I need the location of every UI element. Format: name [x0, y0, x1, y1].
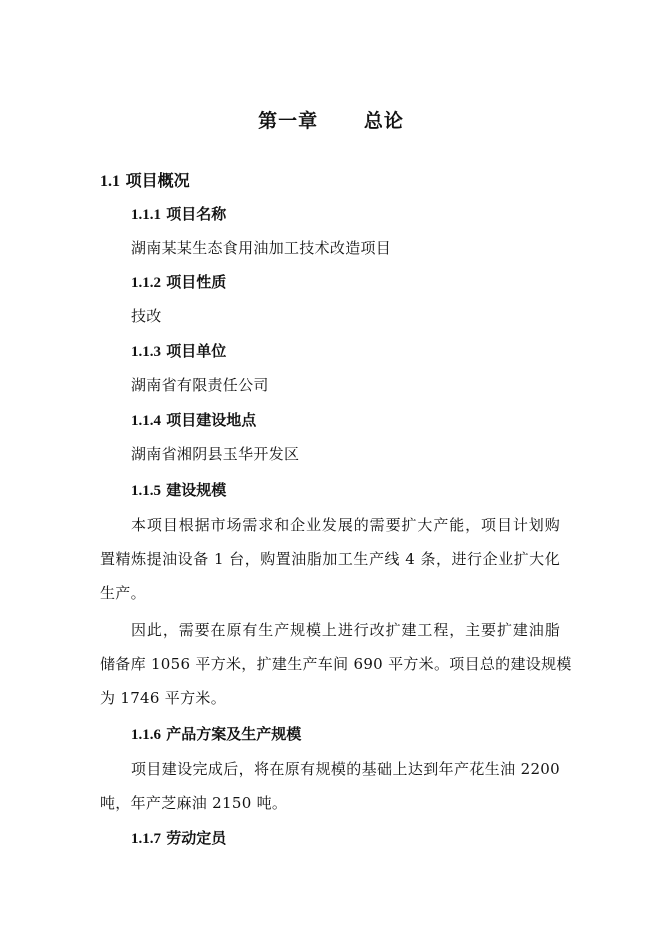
paragraph-line: 因此，需要在原有生产规模上进行改扩建工程，主要扩建油脂 [131, 621, 560, 639]
subsection-title: 项目名称 [166, 205, 227, 223]
project-nature-value: 技改 [131, 307, 162, 325]
subsection-number: 1.1.4 [131, 413, 161, 429]
subsection-heading-1-1-5 [131, 479, 226, 500]
subsection-title: 产品方案及生产规模 [166, 725, 302, 743]
paragraph-line: 为 1746 平方米。 [100, 689, 227, 707]
project-name-value: 湖南某某生态食用油加工技术改造项目 [131, 239, 392, 257]
subsection-title: 项目单位 [166, 342, 227, 360]
subsection-title: 项目建设地点 [166, 411, 257, 429]
subsection-heading-1-1-3 [131, 340, 226, 361]
paragraph-line: 置精炼提油设备 1 台，购置油脂加工生产线 4 条，进行企业扩大化 [100, 550, 560, 568]
subsection-number: 1.1.3 [131, 344, 161, 360]
project-unit-value: 湖南省有限责任公司 [131, 376, 269, 394]
subsection-number: 1.1.2 [131, 275, 161, 291]
paragraph-line: 吨，年产芝麻油 2150 吨。 [100, 794, 288, 812]
subsection-heading-1-1-2 [131, 271, 226, 292]
subsection-number: 1.1.6 [131, 727, 161, 743]
subsection-heading-1-1-6 [131, 723, 301, 744]
subsection-title: 劳动定员 [166, 829, 227, 847]
subsection-title: 建设规模 [166, 481, 227, 499]
subsection-title: 项目性质 [166, 273, 227, 291]
subsection-heading-1-1-1 [131, 203, 226, 224]
section-heading [100, 168, 190, 191]
subsection-number: 1.1.7 [131, 831, 161, 847]
subsection-heading-1-1-7 [131, 827, 226, 848]
paragraph-line: 本项目根据市场需求和企业发展的需要扩大产能，项目计划购 [131, 516, 560, 534]
paragraph-line: 生产。 [100, 584, 146, 602]
project-location-value: 湖南省湘阴县玉华开发区 [131, 445, 300, 463]
subsection-number: 1.1.5 [131, 483, 161, 499]
paragraph-line: 储备库 1056 平方米，扩建生产车间 690 平方米。项目总的建设规模 [100, 655, 572, 673]
section-title: 项目概况 [125, 171, 190, 190]
chapter-title: 第一章 总论 [258, 110, 404, 132]
subsection-number: 1.1.1 [131, 207, 161, 223]
section-number: 1.1 [100, 173, 120, 190]
paragraph-line: 项目建设完成后，将在原有规模的基础上达到年产花生油 2200 [131, 760, 560, 778]
subsection-heading-1-1-4 [131, 409, 256, 430]
